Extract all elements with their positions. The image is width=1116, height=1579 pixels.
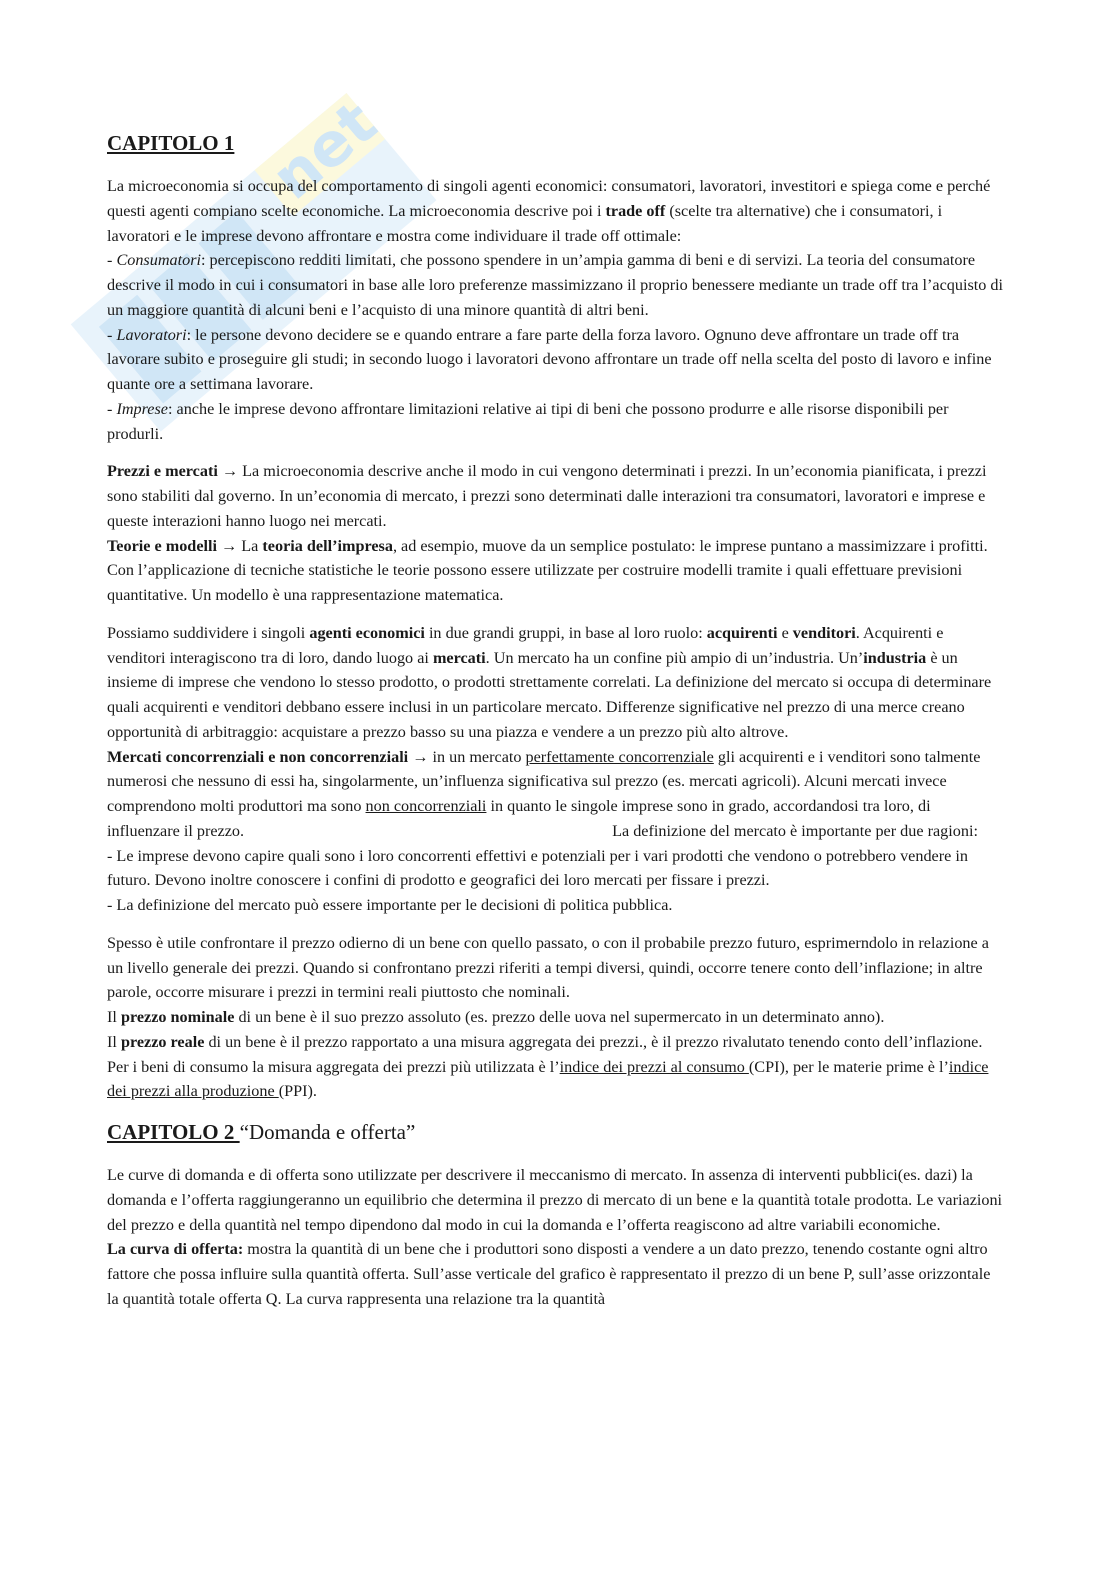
bold-term: Prezzi e mercati	[107, 462, 218, 481]
domanda-offerta-paragraph	[107, 1163, 1004, 1312]
text-run: Il	[107, 1032, 121, 1051]
italic-term: Consumatori	[116, 251, 201, 270]
bold-term: mercati	[432, 648, 486, 667]
underlined-term: non concorrenziali	[365, 797, 487, 815]
text-run: : anche le imprese devono affrontare limitazioni relative ai tipi di beni che possono produrre e alle risorse disponibili per produrli.	[107, 399, 949, 443]
chapter-2-heading	[107, 1117, 1004, 1147]
bold-term: prezzo nominale	[120, 1008, 235, 1026]
text-run: Le curve di domanda e di offerta sono utilizzate per descrivere il meccanismo di mercato. In assenza di interventi pubblici(es. dazi) la domanda e l’offerta raggiungeranno un equilibrio che determina il prezzo di mercato di un bene e la quantità totale prodotta. Le variazioni del prezzo e della quantità nel tempo dipendono dal modo in cui la domanda e l’offerta reagiscono ad altre variabili economiche.	[107, 1166, 1003, 1234]
agenti-economici-paragraph	[107, 621, 1004, 918]
bold-term: acquirenti	[706, 623, 778, 642]
svg-text:net: net	[258, 87, 390, 214]
text-run: - La definizione del mercato può essere importante per le decisioni di politica pubblica.	[107, 896, 673, 914]
text-run: : percepiscono redditi limitati, che possono spendere in un’ampia gamma di beni e di servizi. La teoria del consumatore descrive il modo in cui i consumatori in base alle loro preferenze massimizzano il proprio benessere mediante un trade off tra l’acquisto di un maggiore quantità di alcuni beni e l’acquisto di una minore quantità di altri beni.	[107, 251, 1004, 319]
bold-term: prezzo reale	[120, 1032, 205, 1051]
text-run: Possiamo suddividere i singoli	[107, 623, 310, 642]
text-run: → La microeconomia descrive anche il modo in cui vengono determinati i prezzi. In un’economia pianificata, i prezzi sono stabiliti dal governo. In un’economia di mercato, i prezzi sono determinati dalle interazioni tra consumatori, lavoratori e imprese e queste interazioni hanno luogo nei mercati.	[107, 462, 987, 530]
text-run: (CPI), per le materie prime è l’	[748, 1057, 949, 1076]
text-run: - Le imprese devono capire quali sono i loro concorrenti effettivi e potenziali per i vari prodotti che vendono o potrebbero vendere in futuro. Devono inoltre conoscere i confini di prodotto e geografici dei loro mercati per fissare i prezzi.	[107, 846, 968, 890]
prezzi-mercati-paragraph	[107, 459, 1004, 608]
bold-term: Mercati concorrenziali e non concorrenziali	[107, 747, 409, 766]
text-run: . Acquirenti e venditori interagiscono tra di loro, dando luogo ai	[107, 623, 944, 667]
text-run: . Un mercato ha un confine più ampio di un’industria. Un’	[485, 648, 864, 667]
text-run: (scelte tra alternative) che i consumatori, i lavoratori e le imprese devono affrontare e mostra come individuare il trade off ottimale:	[107, 201, 943, 245]
bold-term: trade off	[605, 201, 666, 220]
text-run: → in un mercato	[408, 747, 526, 766]
text-run: gli acquirenti e i venditori sono talmente numerosi che nessuno di essi ha, singolarmente, un’influenza significativa sul prezzo (es. mercati agricoli). Alcuni mercati invece comprendono molti produttori ma sono	[107, 747, 981, 815]
text-run: e	[777, 623, 793, 642]
text-run: “Domanda e offerta”	[239, 1120, 416, 1144]
underlined-term: indice dei prezzi al consumo	[559, 1057, 749, 1076]
text-run: -	[107, 325, 117, 344]
text-run: : le persone devono decidere se e quando entrare a fare parte della forza lavoro. Ognuno deve affrontare un trade off tra lavorare subito e proseguire gli studi; in secondo luogo i lavoratori devono affrontare un trade off nella scelta del posto di lavoro e infine quante ore a settimana lavorare.	[107, 325, 992, 393]
underlined-term: perfettamente concorrenziale	[525, 747, 714, 766]
chapter-1-heading	[107, 128, 1004, 158]
prezzi-reali-paragraph	[107, 931, 1004, 1104]
underlined-term: indice dei prezzi alla produzione	[107, 1057, 989, 1101]
text-run: (PPI).	[278, 1082, 317, 1101]
bold-term: Teorie e modelli	[107, 536, 217, 555]
text-run: è un insieme di imprese che vendono lo stesso prodotto, o prodotti strettamente correlati. La definizione del mercato si occupa di determinare quali acquirenti e venditori debbano essere inclusi in un particolare mercato. Differenze significative nel prezzo di una merce creano opportunità di arbitraggio: acquistare a prezzo basso su una piazza e vendere a un prezzo più alto altrove.	[107, 648, 992, 741]
bold-term: CAPITOLO 1	[107, 131, 235, 155]
text-run: -	[107, 399, 117, 418]
text-run: -	[107, 251, 117, 270]
intro-paragraph	[107, 174, 1004, 446]
text-run: in due grandi gruppi, in base al loro ruolo:	[424, 623, 707, 642]
text-run: in quanto le singole imprese sono in grado, accordandosi tra loro, di influenzare il prezzo.	[107, 797, 931, 840]
italic-term: Lavoratori	[116, 325, 187, 344]
bold-term: venditori	[792, 623, 856, 642]
italic-term: Imprese	[116, 399, 168, 418]
text-run: di un bene è il prezzo rapportato a una misura aggregata dei prezzi., è il prezzo rivalutato tenendo conto dell’inflazione. Per i beni di consumo la misura aggregata dei prezzi più utilizzata è l’	[107, 1032, 983, 1076]
bold-term: industria	[863, 648, 927, 667]
bold-term: La curva di offerta:	[107, 1240, 244, 1259]
bold-term: CAPITOLO 2	[107, 1120, 240, 1144]
text-run: Spesso è utile confrontare il prezzo odierno di un bene con quello passato, o con il probabile prezzo futuro, esprimerndolo in relazione a un livello generale dei prezzi. Quando si confrontano prezzi riferiti a tempi diversi, quindi, occorre tenere conto dell’inflazione; in altre parole, occorre misurare i prezzi in termini reali piuttosto che nominali.	[107, 933, 989, 1002]
document-page	[107, 128, 1004, 1325]
text-run: , ad esempio, muove da un semplice postulato: le imprese puntano a massimizzare i profitti. Con l’applicazione di tecniche statistiche le teorie possono essere utilizzate per costruire modelli tramite i quali effettuare previsioni quantitative. Un modello è una rappresentazione matematica.	[107, 536, 988, 604]
text-run: → La	[217, 536, 263, 555]
text-run: La microeconomia si occupa del comportamento di singoli agenti economici: consumatori, lavoratori, investitori e spiega come e perché questi agenti compiano scelte economiche. La microeconomia descrive poi i	[107, 177, 991, 220]
bold-term: teoria dell’impresa	[262, 536, 393, 555]
text-run: di un bene è il suo prezzo assoluto (es. prezzo delle uova nel supermercato in un determinato anno).	[234, 1008, 885, 1026]
text-run: Il	[107, 1008, 121, 1026]
text-run: La definizione del mercato è importante per due ragioni:	[612, 821, 978, 840]
bold-term: agenti economici	[309, 623, 425, 642]
text-run: mostra la quantità di un bene che i produttori sono disposti a vendere a un dato prezzo, tenendo costante ogni altro fattore che possa influire sulla quantità offerta. Sull’asse verticale del grafico è rappresentato il prezzo di un bene P, sull’asse orizzontale la quantità totale offerta Q. La curva rappresenta una relazione tra la quantità	[107, 1240, 991, 1308]
